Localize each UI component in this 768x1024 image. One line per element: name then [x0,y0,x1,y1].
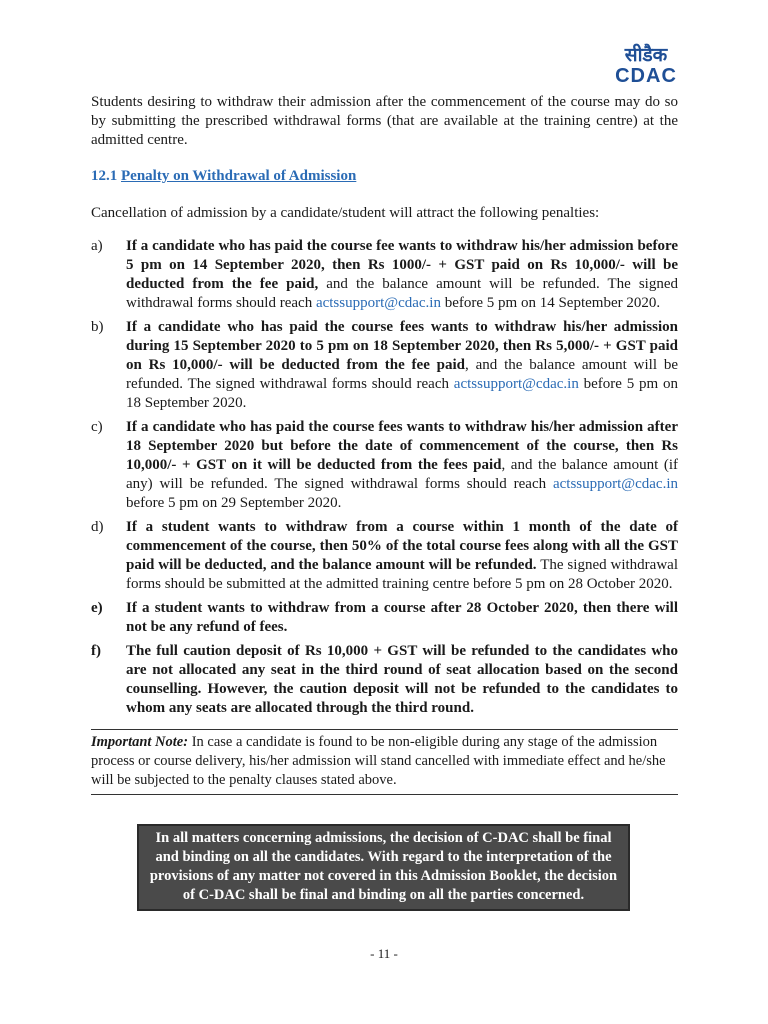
note-text: In case a candidate is found to be non-eligible during any stage of the admission process or course delivery, his/her admission will stand cancelled with immediate effect and he/she will be subjected to the penalty clauses stated above. [91,734,666,788]
penalty-item-d [91,518,678,594]
logo-english-text: CDAC [615,65,677,87]
penalty-item-b [91,318,678,413]
item-text: The signed withdrawal forms should be submitted at the admitted training centre before 5 pm on 28 October 2020. [126,557,678,592]
item-text-tail: before 5 pm on 29 September 2020. [126,495,342,511]
penalty-item-e [91,599,678,637]
cdac-logo [612,44,680,86]
penalty-item-f [91,642,678,718]
item-marker: c) [91,419,103,435]
page-number: - 11 - [370,946,398,961]
item-text-tail: before 5 pm on 18 September 2020. [126,376,678,411]
penalty-item-c [91,418,678,513]
section-number: 12.1 [91,168,118,184]
item-bold-text: If a student wants to withdraw from a course within 1 month of the date of commencement of the course, then 50% of the total course fees along with all the GST paid will be deducted, and the balance amount will be refunded. [126,519,678,573]
logo-hindi-text: सीडैक [624,44,668,66]
penalty-list [91,237,678,718]
section-title[interactable]: Penalty on Withdrawal of Admission [121,168,357,184]
intro-paragraph: Students desiring to withdraw their admission after the commencement of the course may do so by submitting the prescribed withdrawal forms (that are available at the training centre) at the admitted centre. [91,94,678,148]
item-marker: f) [91,643,101,659]
item-text-tail: before 5 pm on 14 September 2020. [440,295,661,311]
item-bold-text: If a student wants to withdraw from a course after 28 October 2020, then there will not be any refund of fees. [126,600,678,635]
document-body [91,93,678,795]
email-link[interactable]: actssupport@cdac.in [315,295,441,311]
item-marker: e) [91,600,103,616]
item-text: , and the balance amount will be refunded. The signed withdrawal forms should reach [126,357,678,392]
note-label: Important Note: [91,734,189,750]
item-bold-text: If a candidate who has paid the course fee wants to withdraw his/her admission before 5 pm on 14 September 2020, then Rs 1000/- + GST paid on Rs 10,000/- will be deducted from the fee paid, [126,238,678,292]
important-note [91,729,678,795]
section-heading [91,167,678,186]
item-marker: d) [91,519,104,535]
lead-paragraph: Cancellation of admission by a candidate/student will attract the following penalties: [91,205,600,221]
item-marker: b) [91,319,104,335]
item-marker: a) [91,238,103,254]
item-bold-text: If a candidate who has paid the course fees wants to withdraw his/her admission during 15 September 2020 to 5 pm on 18 September 2020, then Rs 5,000/- + GST paid on Rs 10,000/- will be deducted from the fee paid [126,319,678,373]
email-link[interactable]: actssupport@cdac.in [453,376,579,392]
penalty-item-a [91,237,678,313]
item-bold-text: The full caution deposit of Rs 10,000 + GST will be refunded to the candidates who are not allocated any seat in the third round of seat allocation based on the second counselling. However, the caution deposit will not be refunded to the candidates to whom any seats are allocated through the third round. [126,643,678,716]
item-text: , and the balance amount (if any) will be refunded. The signed withdrawal forms should reach [126,457,678,492]
decision-notice-box: In all matters concerning admissions, the decision of C-DAC shall be final and binding on all the candidates. With regard to the interpretation of the provisions of any matter not covered in this Admission Booklet, the decision of C-DAC shall be final and binding on all the parties concerned. [137,824,630,911]
email-link[interactable]: actssupport@cdac.in [552,476,678,492]
item-text: and the balance amount will be refunded. The signed withdrawal forms should reach [126,276,678,311]
item-bold-text: If a candidate who has paid the course fees wants to withdraw his/her admission after 18 September 2020 but before the date of commencement of the course, then Rs 10,000/- + GST on it will be deducted from the fees paid [126,419,678,473]
